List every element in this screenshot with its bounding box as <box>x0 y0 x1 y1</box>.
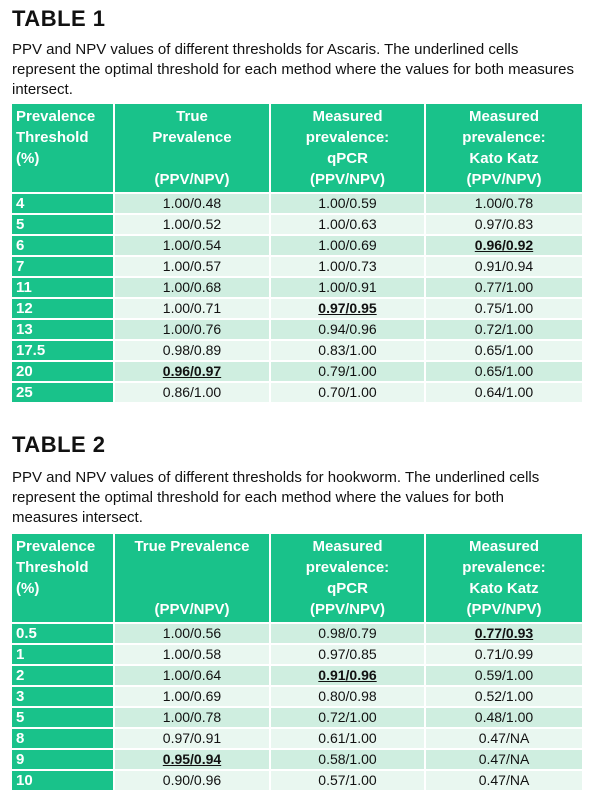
table-row <box>12 707 582 728</box>
ppv-npv-value: 0.72/1.00 <box>318 709 377 725</box>
table2-header-qpcr <box>270 534 425 623</box>
ppv-npv-value: 1.00/0.48 <box>162 195 222 211</box>
ppv-npv-value: 0.75/1.00 <box>474 300 534 316</box>
header-line: Measured <box>468 108 540 125</box>
qpcr-cell <box>270 319 425 340</box>
qpcr-cell <box>270 298 425 319</box>
kk-cell <box>425 277 582 298</box>
ppv-npv-value: 1.00/0.73 <box>318 258 377 274</box>
ppv-npv-value: 0.72/1.00 <box>474 321 534 337</box>
ppv-npv-value: 1.00/0.76 <box>162 321 222 337</box>
qpcr-cell <box>270 235 425 256</box>
true-cell <box>114 686 270 707</box>
ppv-npv-value: 1.00/0.57 <box>162 258 222 274</box>
table1-title: TABLE 1 <box>12 6 106 31</box>
header-line: qPCR <box>327 580 368 597</box>
threshold-cell <box>12 256 114 277</box>
header-line: qPCR <box>327 150 368 167</box>
table2-section <box>12 432 588 792</box>
header-line: Threshold <box>16 129 89 146</box>
table-row <box>12 644 582 665</box>
threshold-value: 5 <box>16 216 25 233</box>
header-unit: (PPV/NPV) <box>309 171 385 188</box>
header-unit: (PPV/NPV) <box>154 601 230 618</box>
ppv-npv-value: 1.00/0.69 <box>318 237 377 253</box>
ppv-npv-value: 0.65/1.00 <box>474 342 534 358</box>
table-row <box>12 665 582 686</box>
qpcr-cell <box>270 644 425 665</box>
header-unit: (PPV/NPV) <box>309 601 385 618</box>
header-line: prevalence: <box>462 129 546 146</box>
true-cell <box>114 770 270 791</box>
table2-title: TABLE 2 <box>12 432 106 457</box>
threshold-value: 5 <box>16 709 25 726</box>
true-cell <box>114 707 270 728</box>
ppv-npv-value: 1.00/0.71 <box>162 300 222 316</box>
table2-caption: PPV and NPV values of different thresholds for hookworm. The underlined cells represent the optimal threshold for each method where the values for both measures intersect. <box>12 469 540 526</box>
ppv-npv-value: 1.00/0.63 <box>318 216 377 232</box>
qpcr-cell <box>270 665 425 686</box>
true-cell <box>114 298 270 319</box>
header-line: Prevalence <box>16 538 96 555</box>
threshold-cell <box>12 361 114 382</box>
table1-section <box>12 6 588 404</box>
threshold-cell <box>12 644 114 665</box>
true-cell <box>114 361 270 382</box>
threshold-value: 10 <box>16 772 33 789</box>
header-line: Prevalence <box>16 108 96 125</box>
header-line: (%) <box>16 580 40 597</box>
qpcr-cell <box>270 277 425 298</box>
table-row <box>12 728 582 749</box>
ppv-npv-value: 0.77/0.93 <box>474 625 534 641</box>
kk-cell <box>425 749 582 770</box>
ppv-npv-value: 0.97/0.85 <box>318 646 377 662</box>
kk-cell <box>425 728 582 749</box>
table1-header-true <box>114 104 270 193</box>
qpcr-cell <box>270 623 425 644</box>
table-row <box>12 686 582 707</box>
ppv-npv-value: 0.48/1.00 <box>474 709 534 725</box>
qpcr-cell <box>270 770 425 791</box>
header-line: Threshold <box>16 559 89 576</box>
header-line: Measured <box>468 538 540 555</box>
true-cell <box>114 214 270 235</box>
header-line: (%) <box>16 150 40 167</box>
table1-header-kk <box>425 104 582 193</box>
ppv-npv-value: 0.98/0.89 <box>162 342 222 358</box>
ppv-npv-value: 0.96/0.92 <box>474 237 534 253</box>
header-line: Measured <box>312 538 383 555</box>
header-line: Prevalence <box>152 129 232 146</box>
ppv-npv-value: 0.52/1.00 <box>474 688 534 704</box>
qpcr-cell <box>270 707 425 728</box>
table-row <box>12 382 582 403</box>
table1 <box>12 104 582 404</box>
threshold-value: 7 <box>16 258 25 275</box>
qpcr-cell <box>270 382 425 403</box>
kk-cell <box>425 623 582 644</box>
qpcr-cell <box>270 193 425 214</box>
kk-cell <box>425 707 582 728</box>
threshold-value: 2 <box>16 667 25 684</box>
threshold-value: 25 <box>16 384 33 401</box>
qpcr-cell <box>270 340 425 361</box>
threshold-cell <box>12 749 114 770</box>
qpcr-cell <box>270 686 425 707</box>
true-cell <box>114 749 270 770</box>
header-line: prevalence: <box>462 559 546 576</box>
table2-body <box>12 623 582 791</box>
ppv-npv-value: 0.47/NA <box>478 730 530 746</box>
ppv-npv-value: 1.00/0.78 <box>162 709 222 725</box>
table-row <box>12 235 582 256</box>
ppv-npv-value: 0.86/1.00 <box>162 384 222 400</box>
ppv-npv-value: 1.00/0.56 <box>162 625 222 641</box>
table2-header <box>12 534 582 623</box>
kk-cell <box>425 319 582 340</box>
threshold-cell <box>12 235 114 256</box>
header-line: True Prevalence <box>134 538 250 555</box>
header-line: Kato Katz <box>469 150 539 167</box>
table-row <box>12 623 582 644</box>
table1-caption: PPV and NPV values of different thresholds for Ascaris. The underlined cells represent the optimal threshold for each method where the values for both measures intersect. <box>12 41 574 98</box>
ppv-npv-value: 0.71/0.99 <box>474 646 534 662</box>
kk-cell <box>425 382 582 403</box>
ppv-npv-value: 0.91/0.94 <box>474 258 534 274</box>
threshold-value: 3 <box>16 688 25 705</box>
threshold-cell <box>12 214 114 235</box>
ppv-npv-value: 0.80/0.98 <box>318 688 377 704</box>
true-cell <box>114 382 270 403</box>
threshold-cell <box>12 770 114 791</box>
threshold-value: 17.5 <box>16 342 46 359</box>
ppv-npv-value: 0.98/0.79 <box>318 625 377 641</box>
ppv-npv-value: 0.47/NA <box>478 751 530 767</box>
ppv-npv-value: 0.65/1.00 <box>474 363 534 379</box>
kk-cell <box>425 298 582 319</box>
qpcr-cell <box>270 728 425 749</box>
true-cell <box>114 665 270 686</box>
kk-cell <box>425 665 582 686</box>
qpcr-cell <box>270 361 425 382</box>
true-cell <box>114 644 270 665</box>
table1-body <box>12 193 582 403</box>
ppv-npv-value: 0.97/0.95 <box>318 300 377 316</box>
table-row <box>12 256 582 277</box>
threshold-cell <box>12 665 114 686</box>
kk-cell <box>425 340 582 361</box>
threshold-cell <box>12 193 114 214</box>
true-cell <box>114 319 270 340</box>
ppv-npv-value: 1.00/0.91 <box>318 279 377 295</box>
threshold-cell <box>12 298 114 319</box>
kk-cell <box>425 361 582 382</box>
true-cell <box>114 728 270 749</box>
header-unit: (PPV/NPV) <box>154 171 230 188</box>
header-line: Measured <box>312 108 383 125</box>
qpcr-cell <box>270 749 425 770</box>
header-unit: (PPV/NPV) <box>466 601 542 618</box>
ppv-npv-value: 0.77/1.00 <box>474 279 534 295</box>
threshold-value: 9 <box>16 751 25 768</box>
header-unit: (PPV/NPV) <box>466 171 542 188</box>
threshold-value: 11 <box>16 279 32 296</box>
ppv-npv-value: 0.59/1.00 <box>474 667 534 683</box>
ppv-npv-value: 1.00/0.69 <box>162 688 222 704</box>
table2-header-threshold <box>12 534 114 623</box>
ppv-npv-value: 0.70/1.00 <box>318 384 377 400</box>
table-row <box>12 319 582 340</box>
ppv-npv-value: 1.00/0.52 <box>162 216 222 232</box>
table-row <box>12 298 582 319</box>
header-line: prevalence: <box>305 559 390 576</box>
threshold-value: 6 <box>16 237 25 254</box>
threshold-cell <box>12 277 114 298</box>
ppv-npv-value: 0.96/0.97 <box>162 363 222 379</box>
table-row <box>12 193 582 214</box>
table2-header-kk <box>425 534 582 623</box>
ppv-npv-value: 1.00/0.54 <box>162 237 222 253</box>
table2-header-true <box>114 534 270 623</box>
threshold-value: 12 <box>16 300 33 317</box>
kk-cell <box>425 770 582 791</box>
header-line: Kato Katz <box>469 580 539 597</box>
ppv-npv-value: 0.64/1.00 <box>474 384 534 400</box>
true-cell <box>114 623 270 644</box>
kk-cell <box>425 235 582 256</box>
header-line: True <box>176 108 208 125</box>
true-cell <box>114 193 270 214</box>
table1-header-qpcr <box>270 104 425 193</box>
ppv-npv-value: 1.00/0.68 <box>162 279 222 295</box>
table1-header-threshold <box>12 104 114 193</box>
table-row <box>12 214 582 235</box>
threshold-value: 20 <box>16 363 33 380</box>
table-row <box>12 770 582 791</box>
kk-cell <box>425 214 582 235</box>
table-row <box>12 361 582 382</box>
threshold-cell <box>12 623 114 644</box>
kk-cell <box>425 644 582 665</box>
threshold-cell <box>12 319 114 340</box>
table1-header <box>12 104 582 193</box>
kk-cell <box>425 256 582 277</box>
kk-cell <box>425 193 582 214</box>
table-row <box>12 277 582 298</box>
true-cell <box>114 340 270 361</box>
qpcr-cell <box>270 256 425 277</box>
ppv-npv-value: 0.79/1.00 <box>318 363 377 379</box>
ppv-npv-value: 1.00/0.58 <box>162 646 222 662</box>
ppv-npv-value: 1.00/0.64 <box>162 667 222 683</box>
threshold-cell <box>12 707 114 728</box>
ppv-npv-value: 0.94/0.96 <box>318 321 377 337</box>
ppv-npv-value: 0.61/1.00 <box>318 730 377 746</box>
ppv-npv-value: 1.00/0.59 <box>318 195 377 211</box>
header-line: prevalence: <box>305 129 390 146</box>
threshold-cell <box>12 686 114 707</box>
true-cell <box>114 235 270 256</box>
threshold-value: 13 <box>16 321 33 338</box>
ppv-npv-value: 0.90/0.96 <box>162 772 222 788</box>
ppv-npv-value: 0.97/0.91 <box>162 730 222 746</box>
threshold-value: 0.5 <box>16 625 37 642</box>
ppv-npv-value: 1.00/0.78 <box>474 195 534 211</box>
ppv-npv-value: 0.95/0.94 <box>162 751 222 767</box>
threshold-value: 8 <box>16 730 25 747</box>
ppv-npv-value: 0.97/0.83 <box>474 216 534 232</box>
threshold-value: 4 <box>16 195 25 212</box>
ppv-npv-value: 0.83/1.00 <box>318 342 377 358</box>
true-cell <box>114 256 270 277</box>
threshold-cell <box>12 382 114 403</box>
threshold-cell <box>12 340 114 361</box>
true-cell <box>114 277 270 298</box>
threshold-cell <box>12 728 114 749</box>
ppv-npv-value: 0.47/NA <box>478 772 530 788</box>
ppv-npv-value: 0.57/1.00 <box>318 772 377 788</box>
ppv-npv-value: 0.91/0.96 <box>318 667 377 683</box>
threshold-value: 1 <box>16 646 25 663</box>
kk-cell <box>425 686 582 707</box>
qpcr-cell <box>270 214 425 235</box>
table2 <box>12 534 582 792</box>
table-row <box>12 749 582 770</box>
ppv-npv-value: 0.58/1.00 <box>318 751 377 767</box>
table-row <box>12 340 582 361</box>
